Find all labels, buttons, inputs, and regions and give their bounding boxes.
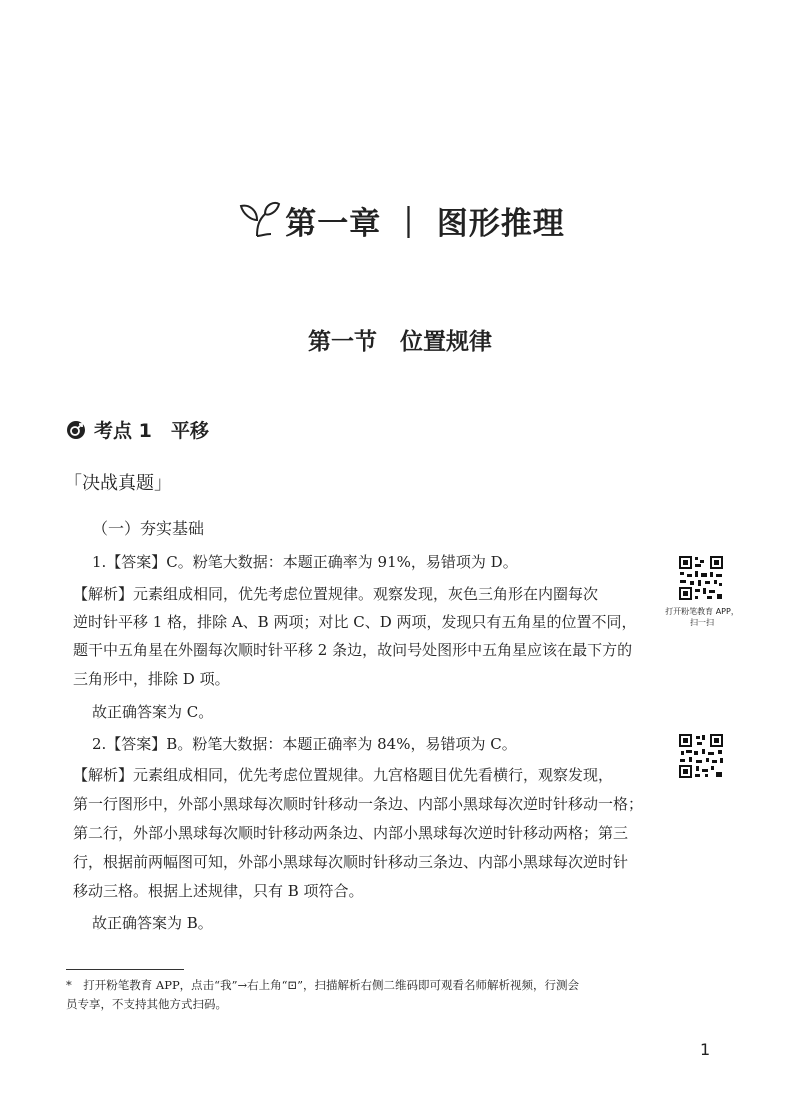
footnote-rule <box>66 969 184 970</box>
chapter-heading <box>0 198 800 243</box>
qr-code-icon[interactable] <box>678 555 724 601</box>
q2-analysis-line: 移动三格。根据上述规律，只有 B 项符合。 <box>73 882 364 900</box>
q1-analysis-line: 【解析】元素组成相同，优先考虑位置规律。观察发现，灰色三角形在内圈每次 <box>73 585 599 603</box>
q2-analysis-line: 【解析】元素组成相同，优先考虑位置规律。九宫格题目优先看横行，观察发现， <box>73 766 614 784</box>
footnote-line: 员专享，不支持其他方式扫码。 <box>66 997 227 1011</box>
q2-analysis-line: 第二行，外部小黑球每次顺时针移动两条边、内部小黑球每次逆时针移动两格；第三 <box>73 824 629 842</box>
q2-conclusion: 故正确答案为 B。 <box>92 914 213 932</box>
kaodian-heading <box>66 416 209 443</box>
q2-analysis-line: 第一行图形中，外部小黑球每次顺时针移动一条边、内部小黑球每次逆时针移动一格； <box>73 795 644 813</box>
qr-code-icon[interactable] <box>678 733 724 779</box>
page-number: 1 <box>700 1040 711 1059</box>
subsection-title: （一）夯实基础 <box>92 519 205 538</box>
q2-analysis-line: 行，根据前两幅图可知，外部小黑球每次顺时针移动三条边、内部小黑球每次逆时针 <box>73 853 629 871</box>
chapter-title: 第一章 ｜ 图形推理 <box>285 206 565 242</box>
q2-answer: 2.【答案】B。粉笔大数据：本题正确率为 84%，易错项为 C。 <box>92 735 517 753</box>
qr-caption-line2: 扫一扫 <box>690 618 714 627</box>
footnote-line: * 打开粉笔教育 APP，点击“我”→右上角“⊡”，扫描解析右侧二维码即可观看名师解析视频，行测会 <box>66 978 579 992</box>
q1-answer: 1.【答案】C。粉笔大数据：本题正确率为 91%，易错项为 D。 <box>92 553 518 571</box>
q1-analysis-line: 逆时针平移 1 格，排除 A、B 两项；对比 C、D 两项，发现只有五角星的位置不同， <box>73 613 637 631</box>
target-icon <box>66 420 86 440</box>
qr-caption-line1: 打开粉笔教育 APP， <box>665 607 739 616</box>
q1-analysis-line: 三角形中，排除 D 项。 <box>73 670 230 688</box>
q1-analysis-line: 题干中五角星在外圈每次顺时针平移 2 条边，故问号处图形中五角星应该在最下方的 <box>73 641 633 659</box>
sprout-icon <box>235 198 281 238</box>
section-title: 第一节 位置规律 <box>308 329 492 355</box>
qr-caption <box>660 606 744 628</box>
q1-conclusion: 故正确答案为 C。 <box>92 703 214 721</box>
juezhan-label: 「决战真题」 <box>64 473 172 494</box>
kaodian-title: 考点 1 平移 <box>94 420 209 442</box>
